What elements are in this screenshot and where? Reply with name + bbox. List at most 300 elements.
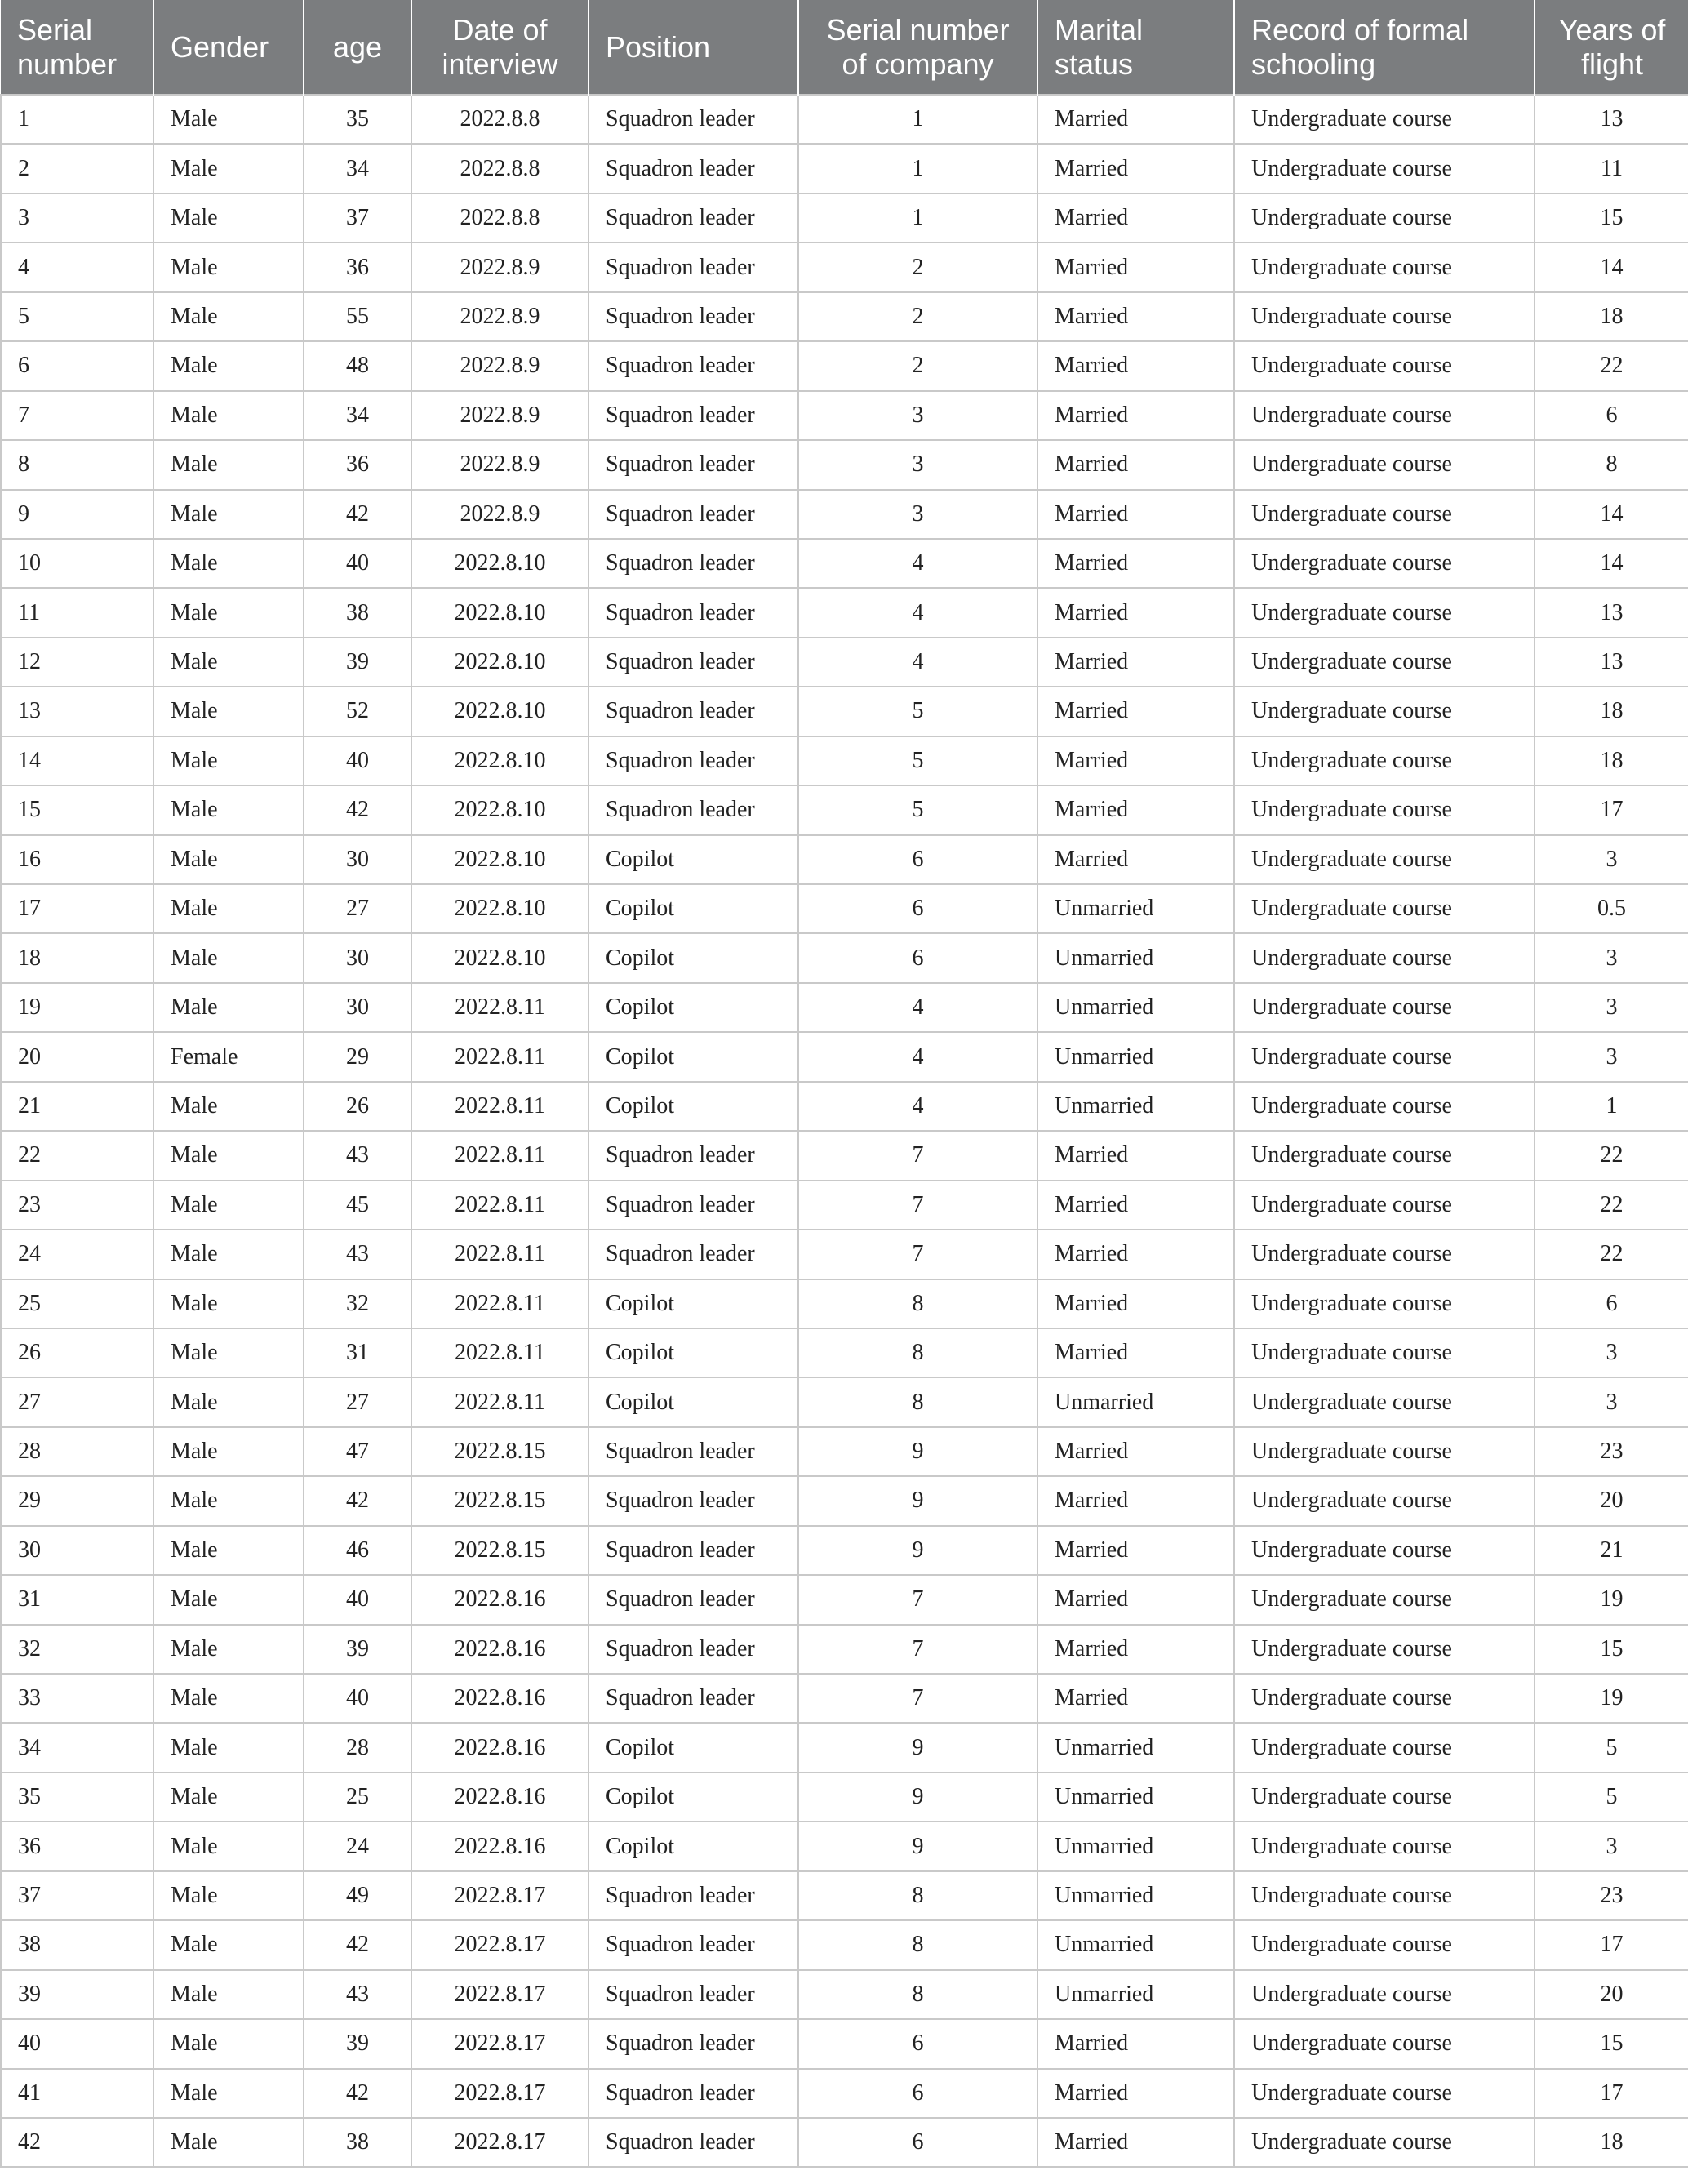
table-cell: 22 <box>1 1131 153 1180</box>
table-cell: Married <box>1037 341 1234 390</box>
table-cell: Undergraduate course <box>1234 144 1535 193</box>
table-cell: Undergraduate course <box>1234 1279 1535 1328</box>
table-cell: 2022.8.15 <box>411 1476 589 1525</box>
table-cell: Undergraduate course <box>1234 983 1535 1032</box>
table-cell: 36 <box>304 440 411 489</box>
table-cell: Male <box>153 2069 304 2118</box>
table-cell: Squadron leader <box>589 1526 798 1575</box>
table-cell: 48 <box>304 341 411 390</box>
table-cell: 11 <box>1535 144 1688 193</box>
column-header: Date of interview <box>411 0 589 95</box>
table-cell: Married <box>1037 588 1234 637</box>
table-cell: Married <box>1037 1279 1234 1328</box>
table-cell: Squadron leader <box>589 588 798 637</box>
table-cell: Undergraduate course <box>1234 2019 1535 2068</box>
table-cell: Squadron leader <box>589 193 798 242</box>
table-cell: 22 <box>1535 341 1688 390</box>
table-cell: Undergraduate course <box>1234 1575 1535 1624</box>
table-cell: Squadron leader <box>589 440 798 489</box>
table-cell: 20 <box>1535 1476 1688 1525</box>
table-cell: 2022.8.17 <box>411 2019 589 2068</box>
table-cell: Married <box>1037 687 1234 736</box>
table-cell: Married <box>1037 835 1234 884</box>
table-cell: Squadron leader <box>589 1871 798 1920</box>
table-cell: 31 <box>1 1575 153 1624</box>
table-cell: Copilot <box>589 884 798 933</box>
table-cell: 8 <box>798 1279 1037 1328</box>
table-cell: 17 <box>1535 2069 1688 2118</box>
table-cell: 5 <box>798 687 1037 736</box>
table-cell: 27 <box>304 884 411 933</box>
table-cell: 20 <box>1 1032 153 1081</box>
table-cell: Married <box>1037 1427 1234 1476</box>
table-cell: Male <box>153 1476 304 1525</box>
table-cell: 36 <box>1 1821 153 1870</box>
table-cell: Male <box>153 1279 304 1328</box>
table-cell: Male <box>153 1773 304 1821</box>
table-cell: Married <box>1037 292 1234 341</box>
table-cell: Married <box>1037 785 1234 834</box>
table-cell: 39 <box>1 1970 153 2019</box>
table-cell: 0.5 <box>1535 884 1688 933</box>
table-cell: 22 <box>1535 1131 1688 1180</box>
table-cell: Male <box>153 1674 304 1723</box>
table-cell: 3 <box>1535 933 1688 982</box>
table-cell: 2022.8.11 <box>411 1230 589 1279</box>
table-cell: Undergraduate course <box>1234 736 1535 785</box>
table-cell: Undergraduate course <box>1234 1970 1535 2019</box>
table-row <box>1 2069 1688 2118</box>
table-cell: Copilot <box>589 835 798 884</box>
table-cell: Copilot <box>589 1082 798 1131</box>
header-row <box>1 0 1688 95</box>
table-cell: 2022.8.15 <box>411 1526 589 1575</box>
table-cell: 2022.8.17 <box>411 1920 589 1969</box>
table-cell: Married <box>1037 1230 1234 1279</box>
table-cell: Undergraduate course <box>1234 1377 1535 1426</box>
table-cell: 32 <box>304 1279 411 1328</box>
table-cell: Unmarried <box>1037 1920 1234 1969</box>
table-cell: Undergraduate course <box>1234 1674 1535 1723</box>
table-cell: 7 <box>798 1575 1037 1624</box>
table-cell: 2022.8.11 <box>411 1279 589 1328</box>
table-cell: 14 <box>1535 242 1688 291</box>
table-cell: 32 <box>1 1625 153 1674</box>
table-cell: 21 <box>1535 1526 1688 1575</box>
column-header: Serial number <box>1 0 153 95</box>
table-cell: Undergraduate course <box>1234 1723 1535 1772</box>
table-cell: 20 <box>1535 1970 1688 2019</box>
table-cell: 26 <box>304 1082 411 1131</box>
table-cell: Male <box>153 835 304 884</box>
table-cell: 7 <box>798 1625 1037 1674</box>
table-cell: 41 <box>1 2069 153 2118</box>
table-cell: Undergraduate course <box>1234 193 1535 242</box>
table-cell: 55 <box>304 292 411 341</box>
table-row <box>1 884 1688 933</box>
table-cell: 9 <box>798 1773 1037 1821</box>
table-cell: 40 <box>304 539 411 588</box>
table-cell: 1 <box>798 95 1037 144</box>
table-cell: 1 <box>798 144 1037 193</box>
table-cell: 40 <box>1 2019 153 2068</box>
table-cell: 3 <box>1535 1032 1688 1081</box>
table-cell: Copilot <box>589 1279 798 1328</box>
table-cell: Male <box>153 391 304 440</box>
table-cell: 1 <box>1 95 153 144</box>
table-cell: 6 <box>798 884 1037 933</box>
table-cell: 7 <box>798 1230 1037 1279</box>
table-cell: 2022.8.11 <box>411 1032 589 1081</box>
table-cell: Male <box>153 1230 304 1279</box>
table-cell: Undergraduate course <box>1234 242 1535 291</box>
table-cell: 2022.8.17 <box>411 2069 589 2118</box>
table-cell: Male <box>153 2019 304 2068</box>
table-cell: Squadron leader <box>589 490 798 539</box>
table-cell: 9 <box>798 1723 1037 1772</box>
table-cell: 30 <box>304 835 411 884</box>
table-row <box>1 1082 1688 1131</box>
table-row <box>1 144 1688 193</box>
table-cell: 17 <box>1535 1920 1688 1969</box>
table-cell: Married <box>1037 1131 1234 1180</box>
table-cell: 34 <box>304 391 411 440</box>
table-cell: Unmarried <box>1037 1082 1234 1131</box>
table-row <box>1 1625 1688 1674</box>
table-cell: Married <box>1037 736 1234 785</box>
table-cell: 2022.8.17 <box>411 1871 589 1920</box>
table-cell: 15 <box>1535 2019 1688 2068</box>
table-cell: 39 <box>304 638 411 687</box>
table-cell: Male <box>153 1970 304 2019</box>
table-cell: Unmarried <box>1037 1773 1234 1821</box>
table-cell: 2022.8.16 <box>411 1575 589 1624</box>
table-cell: 37 <box>1 1871 153 1920</box>
table-cell: 30 <box>304 983 411 1032</box>
table-cell: Male <box>153 1920 304 1969</box>
table-cell: 43 <box>304 1970 411 2019</box>
table-cell: 13 <box>1535 588 1688 637</box>
table-cell: 25 <box>304 1773 411 1821</box>
table-cell: Undergraduate course <box>1234 95 1535 144</box>
table-cell: Undergraduate course <box>1234 2118 1535 2167</box>
table-cell: 4 <box>798 539 1037 588</box>
table-cell: Squadron leader <box>589 736 798 785</box>
table-cell: 2022.8.9 <box>411 242 589 291</box>
table-cell: Male <box>153 1131 304 1180</box>
table-cell: 2022.8.16 <box>411 1821 589 1870</box>
table-cell: 28 <box>304 1723 411 1772</box>
table-cell: Undergraduate course <box>1234 2069 1535 2118</box>
table-cell: Married <box>1037 1526 1234 1575</box>
table-cell: Squadron leader <box>589 1476 798 1525</box>
table-cell: Male <box>153 1181 304 1230</box>
table-row <box>1 1526 1688 1575</box>
table-cell: 7 <box>1 391 153 440</box>
table-cell: Undergraduate course <box>1234 1476 1535 1525</box>
table-cell: Squadron leader <box>589 2118 798 2167</box>
table-cell: Copilot <box>589 1821 798 1870</box>
table-cell: 35 <box>304 95 411 144</box>
table-cell: 34 <box>304 144 411 193</box>
table-cell: 16 <box>1 835 153 884</box>
table-cell: Male <box>153 638 304 687</box>
table-cell: 42 <box>304 1476 411 1525</box>
table-cell: 38 <box>304 588 411 637</box>
table-cell: 21 <box>1 1082 153 1131</box>
table-cell: Squadron leader <box>589 1674 798 1723</box>
table-cell: 2022.8.10 <box>411 638 589 687</box>
table-row <box>1 1131 1688 1180</box>
table-cell: 34 <box>1 1723 153 1772</box>
table-cell: Undergraduate course <box>1234 1871 1535 1920</box>
table-cell: 40 <box>304 1575 411 1624</box>
table-cell: Undergraduate course <box>1234 490 1535 539</box>
table-row <box>1 1476 1688 1525</box>
table-cell: 9 <box>798 1526 1037 1575</box>
column-header: Marital status <box>1037 0 1234 95</box>
table-cell: 2022.8.16 <box>411 1773 589 1821</box>
table-cell: 8 <box>798 1871 1037 1920</box>
column-header: Record of formal schooling <box>1234 0 1535 95</box>
table-cell: Squadron leader <box>589 1427 798 1476</box>
table-row <box>1 1821 1688 1870</box>
table-cell: Unmarried <box>1037 983 1234 1032</box>
table-cell: 2 <box>798 341 1037 390</box>
table-cell: Undergraduate course <box>1234 1181 1535 1230</box>
table-cell: Squadron leader <box>589 1230 798 1279</box>
table-cell: 6 <box>798 2019 1037 2068</box>
table-cell: Squadron leader <box>589 1131 798 1180</box>
table-cell: Squadron leader <box>589 638 798 687</box>
table-row <box>1 736 1688 785</box>
table-cell: 2022.8.11 <box>411 1131 589 1180</box>
table-cell: 18 <box>1535 292 1688 341</box>
table-cell: 9 <box>1 490 153 539</box>
table-cell: 1 <box>1535 1082 1688 1131</box>
table-cell: Undergraduate course <box>1234 1082 1535 1131</box>
table-cell: Undergraduate course <box>1234 539 1535 588</box>
table-cell: 14 <box>1 736 153 785</box>
table-cell: Unmarried <box>1037 1377 1234 1426</box>
table-cell: 43 <box>304 1131 411 1180</box>
table-cell: 8 <box>798 1377 1037 1426</box>
table-cell: 40 <box>304 1674 411 1723</box>
table-cell: Male <box>153 687 304 736</box>
table-cell: 19 <box>1535 1575 1688 1624</box>
table-cell: 19 <box>1 983 153 1032</box>
table-cell: 3 <box>1 193 153 242</box>
table-cell: 39 <box>304 1625 411 1674</box>
table-row <box>1 1970 1688 2019</box>
table-cell: Copilot <box>589 1377 798 1426</box>
table-row <box>1 391 1688 440</box>
table-cell: Male <box>153 1082 304 1131</box>
table-cell: 3 <box>1535 1821 1688 1870</box>
table-cell: 15 <box>1535 193 1688 242</box>
table-cell: 6 <box>798 2118 1037 2167</box>
table-cell: 18 <box>1535 2118 1688 2167</box>
table-cell: 11 <box>1 588 153 637</box>
table-row <box>1 490 1688 539</box>
table-cell: 27 <box>304 1377 411 1426</box>
table-cell: 2022.8.10 <box>411 884 589 933</box>
table-cell: 30 <box>304 933 411 982</box>
table-cell: 9 <box>798 1821 1037 1870</box>
table-cell: Male <box>153 1871 304 1920</box>
table-cell: 2 <box>1 144 153 193</box>
table-cell: 29 <box>1 1476 153 1525</box>
table-cell: Squadron leader <box>589 341 798 390</box>
table-row <box>1 1773 1688 1821</box>
table-cell: Undergraduate course <box>1234 884 1535 933</box>
table-row <box>1 1181 1688 1230</box>
table-cell: 4 <box>798 638 1037 687</box>
table-cell: Undergraduate course <box>1234 687 1535 736</box>
table-cell: 42 <box>304 490 411 539</box>
table-row <box>1 1723 1688 1772</box>
table-cell: Male <box>153 292 304 341</box>
table-cell: 2 <box>798 292 1037 341</box>
table-cell: 2022.8.9 <box>411 490 589 539</box>
table-cell: 2022.8.9 <box>411 292 589 341</box>
table-cell: 10 <box>1 539 153 588</box>
table-cell: 15 <box>1535 1625 1688 1674</box>
table-cell: 33 <box>1 1674 153 1723</box>
table-row <box>1 983 1688 1032</box>
table-cell: Male <box>153 933 304 982</box>
table-cell: 5 <box>1535 1773 1688 1821</box>
table-cell: 4 <box>1 242 153 291</box>
table-row <box>1 835 1688 884</box>
table-cell: Male <box>153 1821 304 1870</box>
table-cell: 22 <box>1535 1230 1688 1279</box>
table-cell: Squadron leader <box>589 144 798 193</box>
table-row <box>1 292 1688 341</box>
column-header: age <box>304 0 411 95</box>
table-cell: Male <box>153 785 304 834</box>
table-cell: 2022.8.8 <box>411 144 589 193</box>
table-cell: Copilot <box>589 1773 798 1821</box>
table-cell: 4 <box>798 1082 1037 1131</box>
table-cell: 2022.8.10 <box>411 785 589 834</box>
table-cell: 2022.8.11 <box>411 983 589 1032</box>
table-row <box>1 341 1688 390</box>
table-cell: Undergraduate course <box>1234 1625 1535 1674</box>
table-cell: 18 <box>1 933 153 982</box>
table-cell: Undergraduate course <box>1234 1328 1535 1377</box>
table-cell: Copilot <box>589 983 798 1032</box>
table-cell: 2022.8.9 <box>411 391 589 440</box>
column-header: Gender <box>153 0 304 95</box>
table-cell: Undergraduate course <box>1234 292 1535 341</box>
table-cell: Undergraduate course <box>1234 1427 1535 1476</box>
table-cell: 23 <box>1 1181 153 1230</box>
table-cell: 2022.8.10 <box>411 687 589 736</box>
table-row <box>1 1427 1688 1476</box>
table-cell: 2022.8.15 <box>411 1427 589 1476</box>
table-cell: 9 <box>798 1476 1037 1525</box>
table-cell: Female <box>153 1032 304 1081</box>
table-cell: 2022.8.10 <box>411 736 589 785</box>
table-cell: Copilot <box>589 1723 798 1772</box>
table-row <box>1 638 1688 687</box>
table-cell: 49 <box>304 1871 411 1920</box>
table-cell: 4 <box>798 983 1037 1032</box>
table-cell: Squadron leader <box>589 785 798 834</box>
table-cell: 19 <box>1535 1674 1688 1723</box>
table-cell: Squadron leader <box>589 391 798 440</box>
table-cell: 2022.8.11 <box>411 1082 589 1131</box>
table-cell: 6 <box>1535 391 1688 440</box>
table-cell: Male <box>153 1377 304 1426</box>
column-header: Years of flight <box>1535 0 1688 95</box>
table-cell: Unmarried <box>1037 1970 1234 2019</box>
table-cell: 2022.8.10 <box>411 835 589 884</box>
table-cell: 6 <box>798 2069 1037 2118</box>
table-cell: Undergraduate course <box>1234 1773 1535 1821</box>
table-cell: 38 <box>1 1920 153 1969</box>
table-cell: 36 <box>304 242 411 291</box>
table-cell: Squadron leader <box>589 1920 798 1969</box>
table-cell: Squadron leader <box>589 1625 798 1674</box>
table-cell: 4 <box>798 588 1037 637</box>
table-cell: 28 <box>1 1427 153 1476</box>
table-cell: 42 <box>304 1920 411 1969</box>
table-cell: 27 <box>1 1377 153 1426</box>
table-row <box>1 242 1688 291</box>
table-cell: 42 <box>304 785 411 834</box>
table-cell: Married <box>1037 193 1234 242</box>
table-cell: 2022.8.17 <box>411 1970 589 2019</box>
table-cell: 2022.8.10 <box>411 588 589 637</box>
table-cell: 8 <box>1535 440 1688 489</box>
table-cell: Married <box>1037 1476 1234 1525</box>
table-body <box>1 95 1688 2167</box>
table-cell: 2022.8.9 <box>411 341 589 390</box>
table-cell: 2022.8.8 <box>411 95 589 144</box>
table-cell: Undergraduate course <box>1234 391 1535 440</box>
table-cell: 52 <box>304 687 411 736</box>
table-cell: Married <box>1037 1674 1234 1723</box>
table-cell: Unmarried <box>1037 1723 1234 1772</box>
table-cell: Married <box>1037 539 1234 588</box>
table-row <box>1 2118 1688 2167</box>
table-cell: Male <box>153 440 304 489</box>
table-cell: 7 <box>798 1131 1037 1180</box>
table-cell: 6 <box>1535 1279 1688 1328</box>
table-cell: 18 <box>1535 736 1688 785</box>
table-cell: Squadron leader <box>589 1575 798 1624</box>
table-cell: Married <box>1037 1575 1234 1624</box>
table-row <box>1 193 1688 242</box>
table-cell: 12 <box>1 638 153 687</box>
table-cell: Undergraduate course <box>1234 933 1535 982</box>
table-cell: Copilot <box>589 933 798 982</box>
table-cell: 2022.8.8 <box>411 193 589 242</box>
table-cell: 2022.8.11 <box>411 1181 589 1230</box>
table-cell: Squadron leader <box>589 95 798 144</box>
table-cell: 3 <box>1535 1328 1688 1377</box>
table-cell: 40 <box>304 736 411 785</box>
table-cell: Undergraduate course <box>1234 835 1535 884</box>
table-cell: Married <box>1037 2118 1234 2167</box>
table-cell: 5 <box>1535 1723 1688 1772</box>
table-cell: 8 <box>798 1970 1037 2019</box>
table-cell: 24 <box>1 1230 153 1279</box>
table-row <box>1 539 1688 588</box>
table-cell: 23 <box>1535 1871 1688 1920</box>
